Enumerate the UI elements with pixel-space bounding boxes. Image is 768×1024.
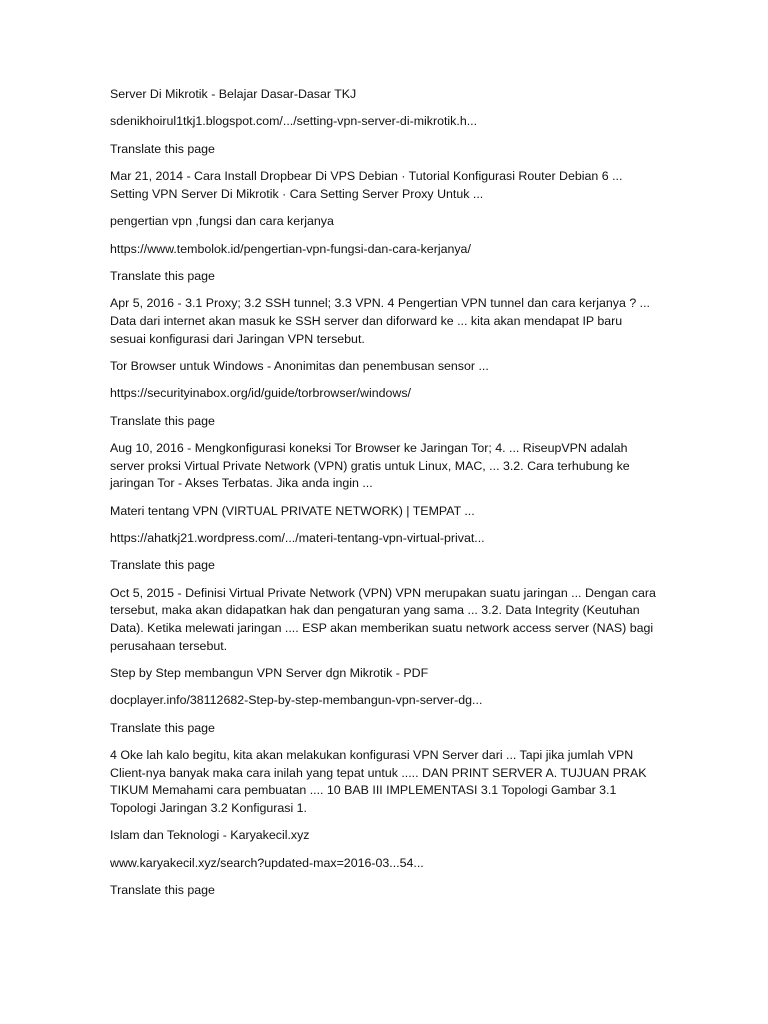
result-snippet [110, 295, 670, 348]
result-url: https://securityinabox.org/id/guide/torbrowser/windows/ [110, 386, 411, 401]
snippet-line: Data). Ketika melewati jaringan .... ESP akan memberikan suatu network access server (NAS) bagi [110, 621, 654, 636]
result-title: Materi tentang VPN (VIRTUAL PRIVATE NETWORK) | TEMPAT ... [110, 503, 475, 518]
result-title: Server Di Mikrotik - Belajar Dasar-Dasar TKJ [110, 87, 357, 101]
search-result [110, 213, 670, 348]
result-snippet [110, 440, 670, 493]
translate-link: Translate this page [110, 720, 215, 735]
snippet-line: Setting VPN Server Di Mikrotik · Cara Setting Server Proxy Untuk ... [110, 186, 484, 201]
snippet-line: Oct 5, 2015 - Definisi Virtual Private Network (VPN) VPN merupakan suatu jaringan ... Dengan cara [110, 585, 656, 600]
translate-link: Translate this page [110, 141, 215, 156]
snippet-line: server proksi Virtual Private Network (VPN) gratis untuk Linux, MAC, ... 3.2. Cara terhubung ke [110, 458, 630, 473]
translate-link: Translate this page [110, 558, 215, 573]
snippet-line: TIKUM Memahami cara pembuatan .... 10 BAB III IMPLEMENTASI 3.1 Topologi Gambar 3.1 [110, 783, 617, 798]
result-snippet [110, 168, 670, 203]
snippet-line: Data dari internet akan masuk ke SSH server dan diforward ke ... kita akan mendapat IP baru [110, 313, 623, 328]
snippet-line: sesuai konfigurasi dari Jaringan VPN tersebut. [110, 331, 365, 346]
snippet-line: jaringan Tor - Akses Terbatas. Jika anda ingin ... [110, 476, 373, 491]
snippet-line: Client-nya banyak maka cara inilah yang tepat untuk ..... DAN PRINT SERVER A. TUJUAN PRAK [110, 765, 647, 780]
search-result [110, 358, 670, 493]
search-result [110, 827, 670, 899]
result-title: pengertian vpn ,fungsi dan cara kerjanya [110, 214, 334, 229]
snippet-line: Apr 5, 2016 - 3.1 Proxy; 3.2 SSH tunnel; 3.3 VPN. 4 Pengertian VPN tunnel dan cara kerjanya ? ... [110, 296, 650, 311]
search-result [110, 665, 670, 818]
translate-link: Translate this page [110, 413, 215, 428]
snippet-line: perusahaan tersebut. [110, 638, 228, 653]
translate-link: Translate this page [110, 883, 215, 898]
snippet-line: Aug 10, 2016 - Mengkonfigurasi koneksi Tor Browser ke Jaringan Tor; 4. ... RiseupVPN adalah [110, 441, 628, 456]
snippet-line: Mar 21, 2014 - Cara Install Dropbear Di VPS Debian · Tutorial Konfigurasi Router Debian 6 ... [110, 169, 623, 184]
result-url: docplayer.info/38112682-Step-by-step-membangun-vpn-server-dg... [110, 693, 483, 708]
translate-link: Translate this page [110, 268, 215, 283]
snippet-line: tersebut, maka akan didapatkan hak dan pengaturan yang sama ... 3.2. Data Integrity (Keutuhan [110, 603, 640, 618]
result-url: sdenikhoirul1tkj1.blogspot.com/.../setting-vpn-server-di-mikrotik.h... [110, 114, 478, 129]
search-result [110, 503, 670, 656]
result-title: Step by Step membangun VPN Server dgn Mikrotik - PDF [110, 666, 429, 680]
result-url: www.karyakecil.xyz/search?updated-max=2016-03...54... [110, 855, 424, 870]
result-url: https://ahatkj21.wordpress.com/.../materi-tentang-vpn-virtual-privat... [110, 531, 485, 546]
document-page [110, 86, 670, 910]
result-snippet [110, 585, 670, 655]
result-url: https://www.tembolok.id/pengertian-vpn-fungsi-dan-cara-kerjanya/ [110, 241, 471, 256]
result-title: Islam dan Teknologi - Karyakecil.xyz [110, 828, 310, 843]
result-title: Tor Browser untuk Windows - Anonimitas dan penembusan sensor ... [110, 358, 489, 373]
snippet-line: 4 Oke lah kalo begitu, kita akan melakukan konfigurasi VPN Server dari ... Tapi jika jumlah VPN [110, 748, 634, 763]
search-result [110, 86, 670, 203]
result-snippet [110, 747, 670, 817]
snippet-line: Topologi Jaringan 3.2 Konfigurasi 1. [110, 800, 308, 815]
